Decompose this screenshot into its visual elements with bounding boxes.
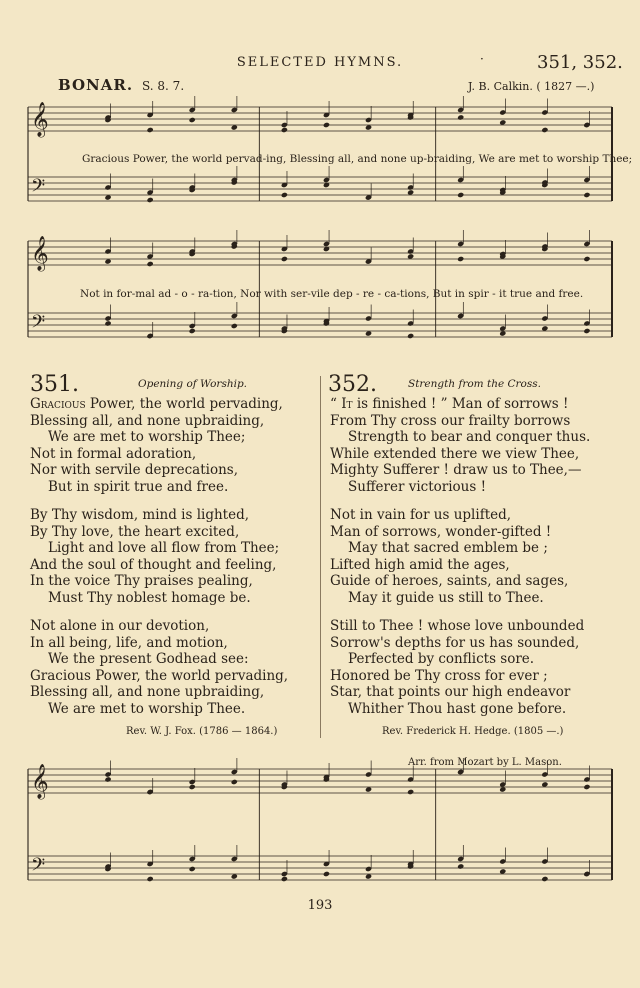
note-head [104,776,111,782]
verse-line: In the voice Thy praises pealing, [30,573,253,589]
hymn-352-first-line [330,396,590,413]
verse-line: By Thy wisdom, mind is lighted, [30,507,250,523]
tune-composer: J. B. Calkin. ( 1827 —.) [468,80,595,93]
hymn-351-author: Rev. W. J. Fox. (1786 — 1864.) [126,726,278,737]
header-hymn-numbers: 351, 352. [537,52,623,73]
verse-line: And the soul of thought and feeling, [30,556,277,573]
verse-line: But in spirit true and free. [48,478,229,495]
verse-line: Still to Thee ! whose love unbounded [330,618,585,634]
hymn-352-first-word: “ It [330,396,353,412]
verse-line: Man of sorrows, wonder-gifted ! [330,523,552,540]
verse-line: Blessing all, and none upbraiding, [30,412,265,429]
note-head [407,333,414,339]
note-head [147,197,154,203]
verse-line: We are met to worship Thee; [48,429,246,445]
note-head [457,192,464,198]
hymn-352-author: Rev. Frederick H. Hedge. (1805 —.) [382,726,564,737]
verse-line: Whither Thou hast gone before. [348,700,567,717]
note-head [147,876,154,882]
bass-clef: 𝄢 [31,312,46,337]
note-head [189,866,196,872]
verse-line: Gracious Power, the world pervading, [30,667,289,684]
note-head [541,876,548,882]
note-head [147,127,154,133]
hymn-351-first-line [30,396,288,413]
hymn-351-first-word: Gracious [30,396,86,412]
treble-clef: 𝄞 [31,236,49,271]
note-head [189,117,196,123]
note-head [281,127,288,133]
verse-line: Honored be Thy cross for ever ; [330,667,548,684]
verse-line: Nor with servile deprecations, [30,462,238,478]
tune-name: BONAR. [58,76,134,94]
verse-line: In all being, life, and motion, [30,634,228,651]
verse-line: Sufferer victorious ! [348,478,487,495]
note-head [583,192,590,198]
hymn-352-number: 352. [328,372,377,397]
note-head [583,256,590,262]
note-head [281,192,288,198]
verse-line: Mighty Sufferer ! draw us to Thee,— [330,462,582,478]
treble-clef: 𝄞 [31,102,49,137]
hymn-351-first-line-rest: Power, the world pervading, [85,396,283,412]
verse-line: Lifted high amid the ages, [330,556,510,573]
note-head [189,784,196,790]
tune-lyric-line-1: Gracious Power, the world pervad-ing, Blessing all, and none up-braiding, We are met to worship Thee; [82,153,633,165]
page-number: 193 [307,898,333,913]
tune-meter: S. 8. 7. [142,79,185,93]
hymn-352-text [330,396,590,717]
running-header-title: SELECTED HYMNS. [236,55,404,70]
note-head [457,863,464,869]
verse-line: Light and love all flow from Thee; [48,540,280,556]
hymn-352-title: Strength from the Cross. [408,378,541,390]
header-dot: · [480,52,484,66]
tune-lyric-line-2: Not in for-mal ad - o - ra-tion, Nor with ser-vile dep - re - ca-tions, But in spir - it true and free. [80,288,584,300]
note-head [323,871,330,877]
column-divider [320,376,321,738]
verse-line: Sorrow's depths for us has sounded, [330,634,580,651]
verse-line: May that sacred emblem be ; [348,540,548,556]
note-head [323,122,330,128]
note-head [457,256,464,262]
bass-clef: 𝄢 [31,176,46,201]
verse-line: Guide of heroes, saints, and sages, [330,573,569,589]
verse-line: We the present Godhead see: [48,651,249,667]
verse-line: Not in vain for us uplifted, [330,507,512,523]
verse-line: Star, that points our high endeavor [330,684,571,700]
note-head [457,114,464,120]
hymn-351-number: 351. [30,372,79,397]
verse-line: Not alone in our devotion, [30,618,210,634]
verse-line: By Thy love, the heart excited, [30,523,240,540]
note-head [583,784,590,790]
note-head [541,127,548,133]
note-head [231,779,238,785]
hymn-352-first-line-rest: is finished ! ” Man of sorrows ! [352,396,569,412]
treble-clef: 𝄞 [31,764,49,799]
note-head [231,323,238,329]
second-tune-arranger: Arr. from Mozart by L. Mason. [408,757,562,768]
verse-line: Must Thy noblest homage be. [48,589,251,606]
verse-line: Strength to bear and conquer thus. [348,429,591,445]
verse-line: From Thy cross our frailty borrows [330,412,571,429]
verse-line: We are met to worship Thee. [48,700,246,717]
note-head [281,256,288,262]
note-head [281,876,288,882]
note-head [147,261,154,267]
verse-line: Blessing all, and none upbraiding, [30,684,265,700]
verse-line: While extended there we view Thee, [330,445,580,462]
verse-line: May it guide us still to Thee. [348,589,544,606]
hymn-351-text [30,396,288,717]
note-head [407,789,414,795]
bass-clef: 𝄢 [31,855,46,880]
note-head [189,328,196,334]
note-head [104,320,111,326]
verse-line: Perfected by conflicts sore. [348,651,535,667]
hymn-351-title: Opening of Worship. [138,378,248,390]
note-head [583,328,590,334]
verse-line: Not in formal adoration, [30,445,197,462]
